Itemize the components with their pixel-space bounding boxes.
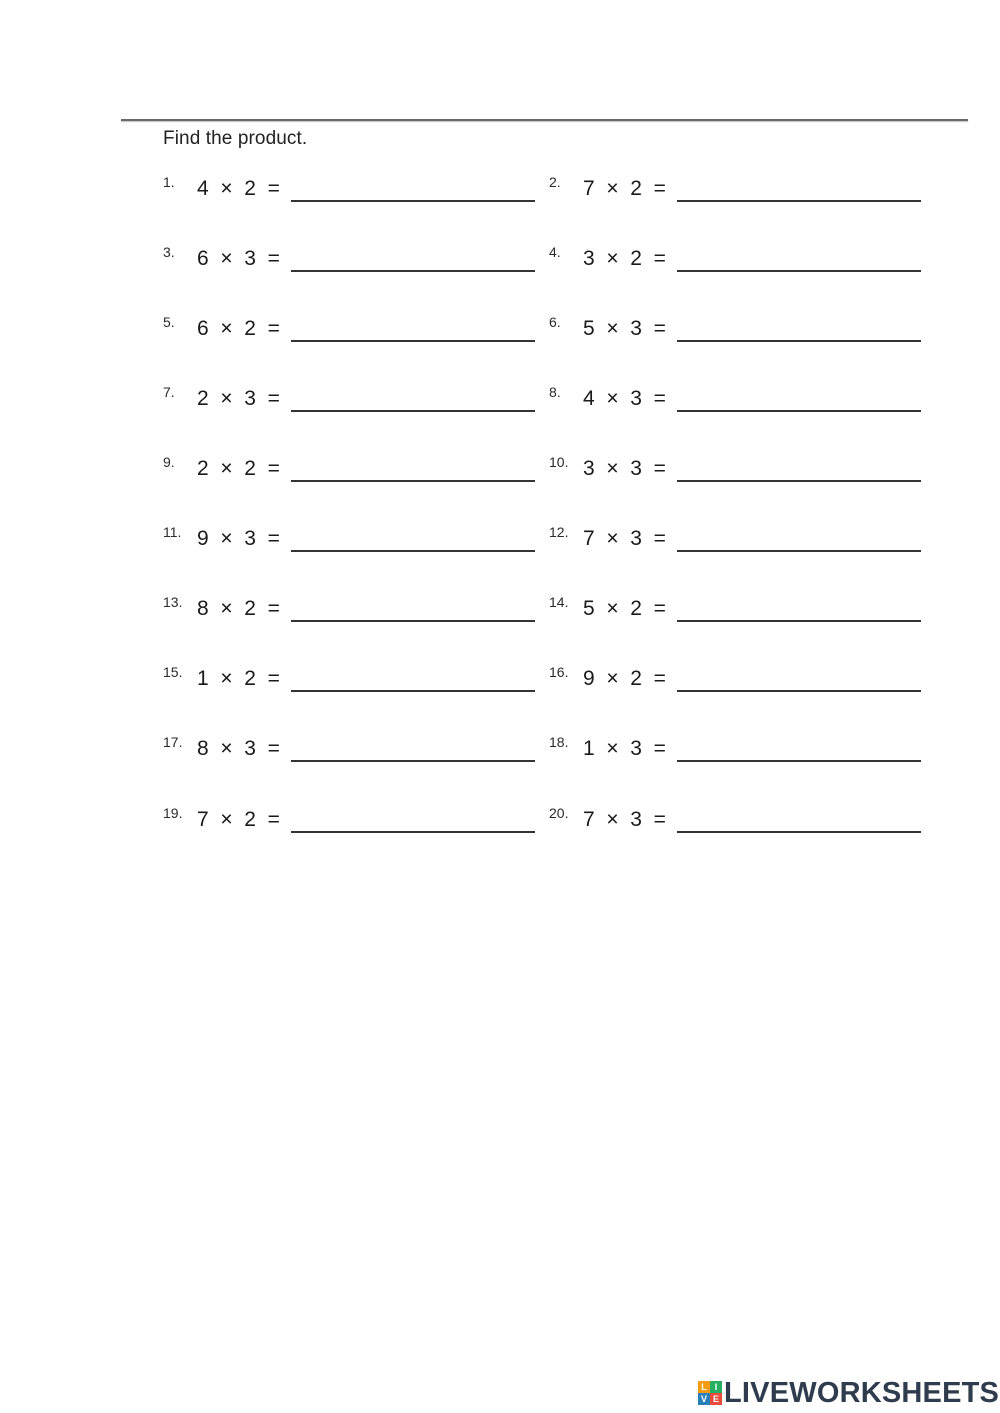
problem-item [163, 664, 543, 704]
answer-input[interactable] [291, 270, 535, 272]
problem-expression: 4 × 3 = [583, 387, 666, 410]
problem-number: 4. [549, 244, 561, 260]
logo-mark-tile: E [710, 1393, 722, 1405]
problem-item [549, 734, 929, 774]
problem-item [549, 174, 929, 214]
problem-item [549, 384, 929, 424]
problem-expression: 8 × 2 = [197, 597, 280, 620]
problem-number: 11. [163, 524, 182, 540]
answer-input[interactable] [291, 480, 535, 482]
problem-number: 5. [163, 314, 175, 330]
answer-input[interactable] [291, 550, 535, 552]
problem-item [549, 454, 929, 494]
liveworksheets-logo-icon [698, 1381, 722, 1405]
problem-number: 16. [549, 664, 569, 680]
logo-wordmark: LIVEWORKSHEETS [724, 1376, 1000, 1409]
answer-input[interactable] [291, 410, 535, 412]
answer-input[interactable] [677, 760, 921, 762]
problem-expression: 1 × 3 = [583, 737, 666, 760]
answer-input[interactable] [677, 270, 921, 272]
answer-input[interactable] [677, 480, 921, 482]
problem-item [163, 314, 543, 354]
problem-number: 9. [163, 454, 175, 470]
problem-number: 18. [549, 734, 569, 750]
problem-item [163, 594, 543, 634]
logo-mark-tile: V [698, 1393, 710, 1405]
problem-number: 17. [163, 734, 183, 750]
answer-input[interactable] [291, 690, 535, 692]
problem-number: 2. [549, 174, 561, 190]
problem-item [549, 805, 929, 845]
problem-number: 14. [549, 594, 569, 610]
problem-expression: 7 × 3 = [583, 527, 666, 550]
answer-input[interactable] [677, 340, 921, 342]
problem-number: 7. [163, 384, 175, 400]
problem-number: 12. [549, 524, 569, 540]
problem-expression: 6 × 3 = [197, 247, 280, 270]
answer-input[interactable] [291, 620, 535, 622]
answer-input[interactable] [677, 410, 921, 412]
answer-input[interactable] [677, 831, 921, 833]
problem-number: 13. [163, 594, 183, 610]
problem-item [549, 314, 929, 354]
problem-item [163, 454, 543, 494]
problem-number: 3. [163, 244, 175, 260]
problem-number: 19. [163, 805, 183, 821]
problem-item [549, 594, 929, 634]
problem-expression: 3 × 2 = [583, 247, 666, 270]
problem-expression: 2 × 3 = [197, 387, 280, 410]
logo-mark-tile: I [710, 1381, 722, 1393]
problem-expression: 9 × 2 = [583, 667, 666, 690]
problem-expression: 9 × 3 = [197, 527, 280, 550]
problem-number: 15. [163, 664, 183, 680]
problem-expression: 7 × 2 = [583, 177, 666, 200]
problem-expression: 4 × 2 = [197, 177, 280, 200]
logo-mark-tile: L [698, 1381, 710, 1393]
worksheet-instruction: Find the product. [163, 128, 308, 149]
problem-expression: 5 × 2 = [583, 597, 666, 620]
problem-number: 6. [549, 314, 561, 330]
problem-expression: 1 × 2 = [197, 667, 280, 690]
problem-expression: 7 × 3 = [583, 808, 666, 831]
problem-item [549, 664, 929, 704]
answer-input[interactable] [291, 760, 535, 762]
answer-input[interactable] [291, 340, 535, 342]
problem-item [163, 244, 543, 284]
problem-expression: 6 × 2 = [197, 317, 280, 340]
problem-item [163, 524, 543, 564]
problem-expression: 8 × 3 = [197, 737, 280, 760]
problem-expression: 5 × 3 = [583, 317, 666, 340]
answer-input[interactable] [677, 690, 921, 692]
problem-item [163, 805, 543, 845]
problem-expression: 2 × 2 = [197, 457, 280, 480]
answer-input[interactable] [677, 550, 921, 552]
problem-expression: 3 × 3 = [583, 457, 666, 480]
problem-item [163, 174, 543, 214]
answer-input[interactable] [291, 200, 535, 202]
problem-item [549, 244, 929, 284]
problem-number: 8. [549, 384, 561, 400]
problem-item [163, 734, 543, 774]
problem-number: 20. [549, 805, 569, 821]
answer-input[interactable] [677, 620, 921, 622]
problem-item [163, 384, 543, 424]
problem-expression: 7 × 2 = [197, 808, 280, 831]
answer-input[interactable] [677, 200, 921, 202]
liveworksheets-logo [698, 1378, 999, 1408]
problem-number: 1. [163, 174, 175, 190]
problem-number: 10. [549, 454, 569, 470]
problem-item [549, 524, 929, 564]
answer-input[interactable] [291, 831, 535, 833]
